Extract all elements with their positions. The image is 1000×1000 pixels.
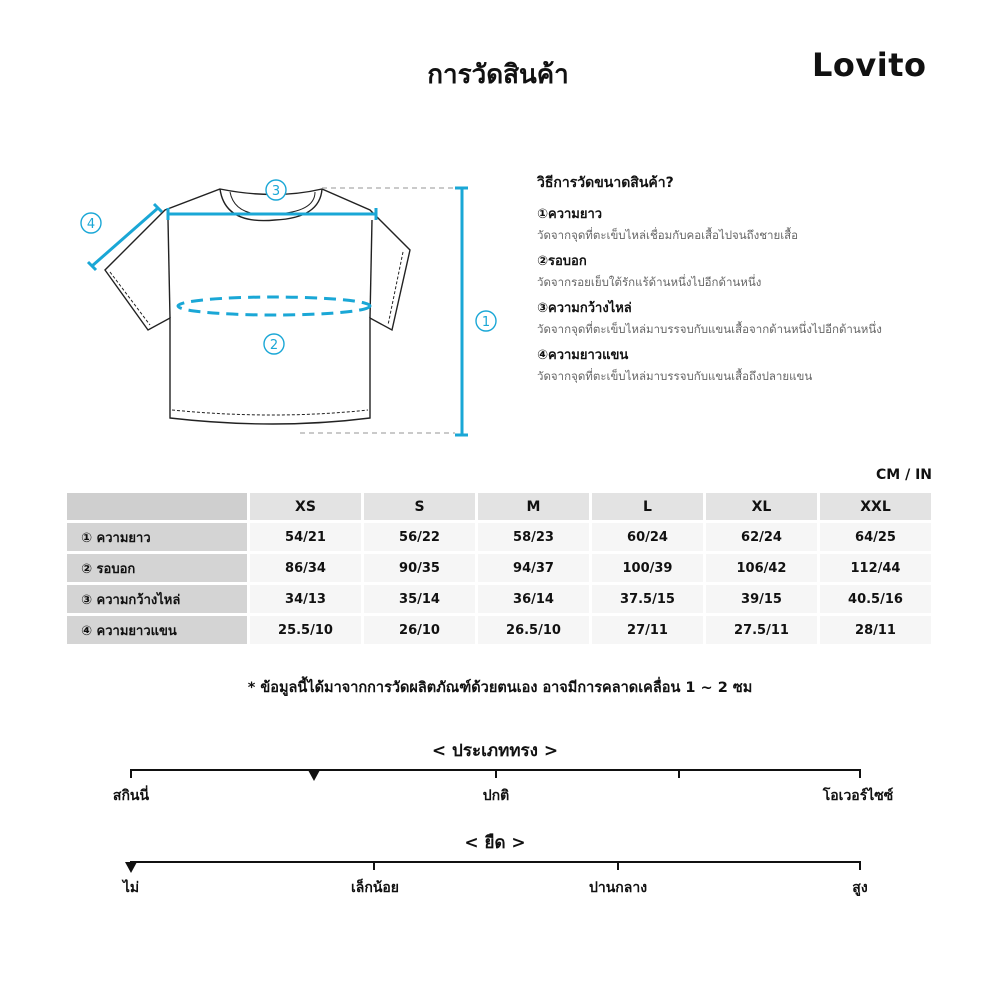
stretch-marker-icon	[125, 862, 137, 873]
row-label: ① ความยาว	[67, 523, 247, 551]
sleeve-line	[92, 208, 158, 266]
guide-label: ②รอบอก	[537, 254, 587, 269]
table-cell: 112/44	[820, 554, 931, 582]
fit-marker-icon	[308, 770, 320, 781]
table-cell: 58/23	[478, 523, 589, 551]
guide-label: ④ความยาวแขน	[537, 348, 629, 363]
scale-tick	[678, 769, 680, 778]
guide-desc: วัดจากจุดที่ตะเข็บไหล่มาบรรจบกับแขนเสื้อจากด้านหนึ่งไปอีกด้านหนึ่ง	[537, 322, 882, 336]
row-label: ③ ความกว้างไหล่	[67, 585, 247, 613]
stretch-scale	[0, 829, 1000, 909]
svg-text:2: 2	[269, 338, 279, 353]
table-cell: 34/13	[250, 585, 361, 613]
marker-sleeve	[81, 213, 101, 233]
scale-tick	[130, 769, 132, 778]
size-header: S	[364, 493, 475, 520]
guide-desc: วัดจากจุดที่ตะเข็บไหล่เชื่อมกับคอเสื้อไปจนถึงชายเสื้อ	[537, 228, 799, 242]
guide-item-length	[537, 206, 937, 247]
size-header: XL	[706, 493, 817, 520]
unit-label: CM / IN	[876, 467, 932, 483]
marker-length	[476, 311, 496, 331]
svg-text:1: 1	[481, 315, 491, 330]
table-row	[67, 554, 931, 582]
guide-heading: วิธีการวัดขนาดสินค้า?	[537, 175, 674, 191]
size-table	[64, 490, 934, 647]
scale-title: < ยืด >	[464, 833, 526, 853]
page-title: การวัดสินค้า	[427, 60, 569, 90]
scale-tick	[617, 861, 619, 870]
row-label: ② รอบอก	[67, 554, 247, 582]
guide-item-shoulder	[537, 300, 937, 341]
guide-label: ③ความกว้างไหล่	[537, 301, 632, 316]
svg-text:3: 3	[271, 184, 281, 199]
table-row	[67, 585, 931, 613]
svg-text:4: 4	[86, 217, 96, 232]
guide-label: ①ความยาว	[537, 207, 603, 222]
table-cell: 26/10	[364, 616, 475, 644]
marker-shoulder	[266, 180, 286, 200]
table-cell: 27.5/11	[706, 616, 817, 644]
scale-label-medium: ปานกลาง	[588, 880, 648, 896]
guide-desc: วัดจากรอยเย็บใต้รักแร้ด้านหนึ่งไปอีกด้านหนึ่ง	[537, 275, 762, 289]
scale-label-regular: ปกติ	[482, 788, 510, 804]
table-cell: 62/24	[706, 523, 817, 551]
size-header: XXL	[820, 493, 931, 520]
table-row	[67, 616, 931, 644]
table-cell: 39/15	[706, 585, 817, 613]
table-corner	[67, 493, 247, 520]
scale-tick	[859, 861, 861, 870]
size-header: M	[478, 493, 589, 520]
guide-item-bust	[537, 253, 937, 294]
scale-label-slight: เล็กน้อย	[350, 880, 400, 896]
table-cell: 60/24	[592, 523, 703, 551]
bust-line	[178, 297, 370, 315]
guide-desc: วัดจากจุดที่ตะเข็บไหล่มาบรรจบกับแขนเสื้อถึงปลายแขน	[537, 369, 813, 383]
scale-label-high: สูง	[852, 880, 868, 896]
table-cell: 54/21	[250, 523, 361, 551]
scale-label-skinny: สกินนี่	[112, 788, 150, 804]
fit-scale	[0, 737, 1000, 817]
table-cell: 26.5/10	[478, 616, 589, 644]
measurement-note: * ข้อมูลนี้ได้มาจากการวัดผลิตภัณฑ์ด้วยตนเอง อาจมีการคลาดเคลื่อน 1 ~ 2 ซม	[247, 680, 753, 696]
measure-guide	[537, 172, 937, 394]
brand-logo: Lovito	[812, 46, 927, 84]
table-row	[67, 523, 931, 551]
table-cell: 40.5/16	[820, 585, 931, 613]
table-cell: 94/37	[478, 554, 589, 582]
table-cell: 28/11	[820, 616, 931, 644]
scale-label-oversize: โอเวอร์ไซซ์	[822, 788, 894, 804]
marker-bust	[264, 334, 284, 354]
scale-tick	[495, 769, 497, 778]
table-header-row	[67, 493, 931, 520]
table-cell: 64/25	[820, 523, 931, 551]
table-cell: 37.5/15	[592, 585, 703, 613]
scale-line	[130, 861, 861, 863]
scale-title: < ประเภททรง >	[431, 741, 559, 761]
table-cell: 36/14	[478, 585, 589, 613]
table-cell: 100/39	[592, 554, 703, 582]
table-cell: 56/22	[364, 523, 475, 551]
scale-tick	[859, 769, 861, 778]
table-cell: 35/14	[364, 585, 475, 613]
scale-tick	[373, 861, 375, 870]
tshirt-diagram	[70, 170, 510, 450]
table-cell: 27/11	[592, 616, 703, 644]
tshirt-outline	[105, 189, 410, 424]
table-cell: 25.5/10	[250, 616, 361, 644]
table-cell: 90/35	[364, 554, 475, 582]
size-header: XS	[250, 493, 361, 520]
table-cell: 106/42	[706, 554, 817, 582]
table-cell: 86/34	[250, 554, 361, 582]
row-label: ④ ความยาวแขน	[67, 616, 247, 644]
scale-label-none: ไม่	[122, 880, 140, 896]
size-header: L	[592, 493, 703, 520]
guide-item-sleeve	[537, 347, 937, 388]
